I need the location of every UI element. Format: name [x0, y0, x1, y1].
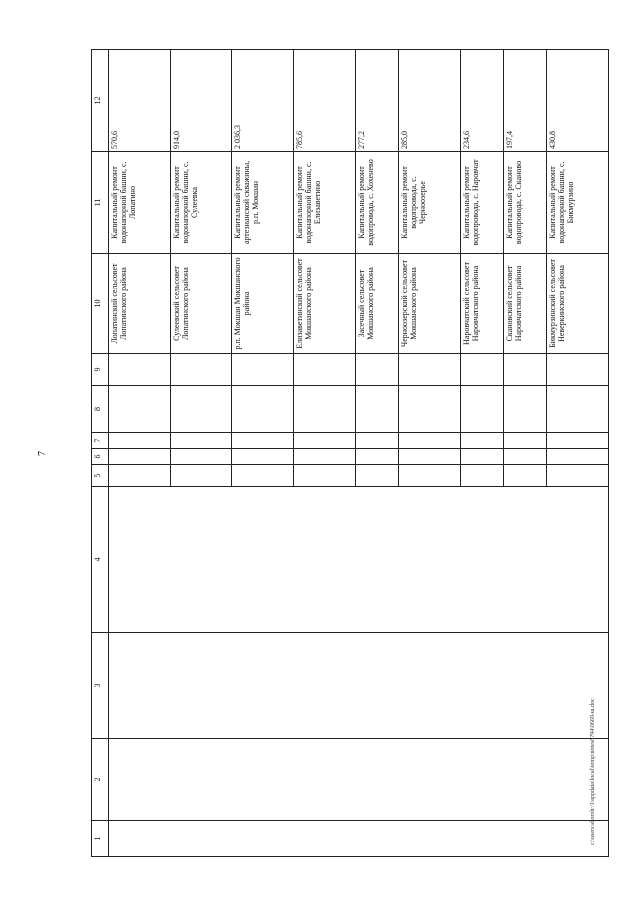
cell-7 — [170, 433, 232, 449]
cell-9 — [504, 354, 547, 386]
col-header-11: 11 — [92, 152, 109, 254]
cell-7 — [294, 433, 356, 449]
cell-7 — [109, 433, 171, 449]
amount-cell: 785,6 — [294, 50, 356, 152]
col-header-12: 12 — [92, 50, 109, 152]
file-path-footer: c:\users\sboroh~1\appdata\local\temp\notes8794\0669-ш.doc — [590, 698, 596, 845]
cell-8 — [109, 386, 171, 433]
recipient-cell: Сулеевский сельсовет Лопатинского района — [170, 254, 232, 354]
recipient-cell: Черноозерский сельсовет Мокшанского района — [399, 254, 461, 354]
col-header-2: 2 — [92, 739, 109, 821]
cell-8 — [399, 386, 461, 433]
cell-8 — [355, 386, 398, 433]
cell-9 — [547, 354, 609, 386]
cell-6 — [232, 449, 294, 465]
recipient-cell: Лопатинский сельсовет Лопатинского района — [109, 254, 171, 354]
amount-cell: 277,2 — [355, 50, 398, 152]
merged-cell-1 — [109, 821, 609, 857]
work-description-cell: Капитальный ремонт водопровода, с. Сканово — [504, 152, 547, 254]
recipient-cell: Засечный сельсовет Мокшанского района — [355, 254, 398, 354]
cell-8 — [170, 386, 232, 433]
cell-7 — [504, 433, 547, 449]
cell-7 — [355, 433, 398, 449]
amount-cell: 197,4 — [504, 50, 547, 152]
recipient-cell: Скановский сельсовет Наровчатского района — [504, 254, 547, 354]
cell-5 — [504, 465, 547, 487]
cell-6 — [294, 449, 356, 465]
column-number-row — [92, 50, 109, 857]
cell-6 — [109, 449, 171, 465]
cell-6 — [399, 449, 461, 465]
col-header-7: 7 — [92, 433, 109, 449]
amount-cell: 914,0 — [170, 50, 232, 152]
cell-5 — [547, 465, 609, 487]
col-header-5: 5 — [92, 465, 109, 487]
page-number: 7 — [37, 451, 48, 456]
col-header-6: 6 — [92, 449, 109, 465]
col-header-4: 4 — [92, 487, 109, 633]
work-description-cell: Капитальный ремонт водопровода, с. Наровчат — [460, 152, 503, 254]
table-row — [109, 50, 171, 857]
amount-cell: 2 036,3 — [232, 50, 294, 152]
cell-6 — [460, 449, 503, 465]
cell-6 — [170, 449, 232, 465]
cell-6 — [355, 449, 398, 465]
work-description-cell: Капитальный ремонт водонапорной башни, с. Бикмурзино — [547, 152, 609, 254]
work-description-cell: Капитальный ремонт водонапорной башни, с. Лопатино — [109, 152, 171, 254]
cell-8 — [504, 386, 547, 433]
cell-8 — [294, 386, 356, 433]
amount-cell: 234,6 — [460, 50, 503, 152]
amount-cell: 570,6 — [109, 50, 171, 152]
budget-table — [91, 49, 609, 857]
recipient-cell: Бикмурзинский сельсовет Неверкинского района — [547, 254, 609, 354]
cell-5 — [170, 465, 232, 487]
recipient-cell: Наровчатский сельсовет Наровчатского района — [460, 254, 503, 354]
cell-9 — [109, 354, 171, 386]
work-description-cell: Капитальный ремонт водопровода, с. Хохенево — [355, 152, 398, 254]
col-header-10: 10 — [92, 254, 109, 354]
amount-cell: 430,8 — [547, 50, 609, 152]
recipient-cell: р.п. Мокшан Мокшанского района — [232, 254, 294, 354]
cell-5 — [232, 465, 294, 487]
cell-5 — [460, 465, 503, 487]
work-description-cell: Капитальный ремонт водонапорной башни, с. Сулеевка — [170, 152, 232, 254]
rotated-table-container — [91, 50, 609, 857]
merged-cell-3 — [109, 633, 609, 739]
cell-9 — [399, 354, 461, 386]
col-header-8: 8 — [92, 386, 109, 433]
cell-5 — [399, 465, 461, 487]
cell-8 — [547, 386, 609, 433]
cell-5 — [355, 465, 398, 487]
work-description-cell: Капитальный ремонт водопровода, с. Черноозерье — [399, 152, 461, 254]
cell-9 — [232, 354, 294, 386]
amount-cell: 285,0 — [399, 50, 461, 152]
cell-7 — [460, 433, 503, 449]
work-description-cell: Капитальный ремонт водонапорной башни, с. Елизаветино — [294, 152, 356, 254]
col-header-1: 1 — [92, 821, 109, 857]
cell-9 — [294, 354, 356, 386]
cell-6 — [547, 449, 609, 465]
cell-9 — [170, 354, 232, 386]
cell-8 — [232, 386, 294, 433]
merged-cell-4 — [109, 487, 609, 633]
merged-cell-2 — [109, 739, 609, 821]
col-header-3: 3 — [92, 633, 109, 739]
cell-6 — [504, 449, 547, 465]
cell-5 — [109, 465, 171, 487]
cell-9 — [355, 354, 398, 386]
cell-7 — [547, 433, 609, 449]
work-description-cell: Капитальный ремонт артезианской скважины, р.п. Мокшан — [232, 152, 294, 254]
cell-7 — [399, 433, 461, 449]
cell-9 — [460, 354, 503, 386]
cell-8 — [460, 386, 503, 433]
col-header-9: 9 — [92, 354, 109, 386]
cell-5 — [294, 465, 356, 487]
recipient-cell: Елизаветинский сельсовет Мокшанского района — [294, 254, 356, 354]
cell-7 — [232, 433, 294, 449]
